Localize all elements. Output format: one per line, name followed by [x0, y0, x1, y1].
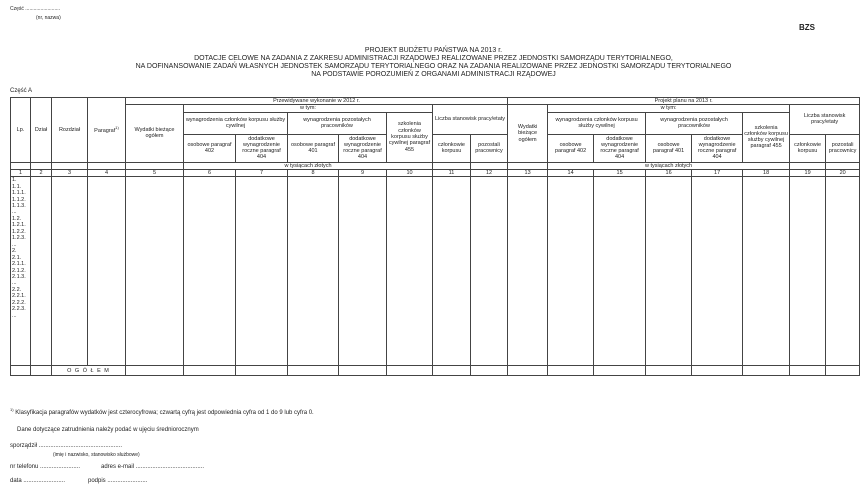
row-label: 2.2.1. [12, 293, 26, 300]
column-number: 18 [743, 169, 790, 176]
row-label: 2.2.2. [12, 299, 26, 306]
signature-field: podpis ........................ [88, 478, 148, 484]
row-label: 1.2. [12, 215, 22, 222]
column-numbers-row [11, 169, 860, 176]
pozostali-2013: pozostali pracownicy [826, 134, 860, 162]
row-label: 1.1.1. [12, 190, 26, 197]
osobowe-401-2012: osobowe paragraf 401 [288, 134, 339, 162]
dodatkowe-404-2012: dodatkowe wynagrodzenie roczne paragraf 404 [236, 134, 288, 162]
col-dzial-header: Dział [31, 98, 52, 163]
w-tym-2012: w tym: [184, 105, 433, 112]
column-number: 5 [126, 169, 184, 176]
budget-table [10, 97, 860, 376]
phone-field: nr telefonu ........................ [10, 464, 81, 470]
row-label: 2.1. [12, 254, 22, 261]
row-label: 2.2.3. [12, 306, 26, 313]
section-label: Część A [10, 88, 33, 94]
column-number: 1 [11, 169, 31, 176]
document-title [0, 47, 867, 79]
row-label: 2.1.2. [12, 267, 26, 274]
column-number: 9 [339, 169, 387, 176]
column-number: 13 [508, 169, 548, 176]
wydatki-2013: Wydatki bieżące ogółem [508, 105, 548, 162]
row-label: 2.1.3. [12, 273, 26, 280]
row-label: 1.2.3. [12, 235, 26, 242]
total-label: O G Ó Ł E M [52, 366, 126, 376]
part-field-caption: (nr, nazwa) [36, 15, 61, 21]
prepared-by-caption: (imię i nazwisko, stanowisko służbowe) [53, 452, 140, 458]
row-label: ... [12, 280, 17, 287]
dodatkowe-404-2013: dodatkowe wynagrodzenie roczne paragraf 404 [594, 134, 646, 162]
group-2012-header: Przewidywane wykonanie w 2012 r. [126, 98, 508, 105]
column-number: 2 [31, 169, 52, 176]
szkolenia-2012: szkolenia członków korpusu służby cywilnej paragraf 455 [387, 112, 433, 162]
liczba-stanowisk-2012: Liczba stanowisk pracy/etaty [433, 105, 508, 134]
wyn-czlonkow-2012: wynagrodzenia członków korpusu służby cywilnej [184, 112, 288, 134]
date-field: data ......................... [10, 478, 66, 484]
row-label: 1.1.3. [12, 203, 26, 209]
column-number: 14 [548, 169, 594, 176]
pozostali-2012: pozostali pracownicy [471, 134, 508, 162]
col-lp-header: Lp. [11, 98, 31, 163]
column-number: 12 [471, 169, 508, 176]
row-label: ... [12, 241, 17, 248]
column-number: 7 [236, 169, 288, 176]
czlonkowie-2012: członkowie korpusu [433, 134, 471, 162]
osobowe-401-2013: osobowe paragraf 401 [646, 134, 692, 162]
part-field: Część ......................... [10, 6, 61, 12]
row-label: 1.2.2. [12, 228, 26, 235]
column-number: 16 [646, 169, 692, 176]
col-rozdzial-header: Rozdział [52, 98, 88, 163]
row-label: 2. [12, 248, 17, 255]
form-code: BZS [799, 23, 815, 32]
dodatkowe-404b-2012: dodatkowe wynagrodzenie roczne paragraf 404 [339, 134, 387, 162]
wyn-pozostalych-2013: wynagrodzenia pozostałych pracowników [646, 112, 743, 134]
row-label: 1. [12, 177, 17, 184]
column-number: 20 [826, 169, 860, 176]
title-line-2: DOTACJE CELOWE NA ZADANIA Z ZAKRESU ADMINISTRACJI RZĄDOWEJ REALIZOWANE PRZEZ JEDNOSTKI SAMORZĄDU TERYTORIALNEGO, [194, 55, 673, 62]
column-number: 19 [790, 169, 826, 176]
row-label: 2.1.1. [12, 261, 26, 268]
row-label: ... [12, 209, 17, 216]
column-number: 17 [692, 169, 743, 176]
liczba-stanowisk-2013: Liczba stanowisk pracy/etaty [790, 105, 860, 134]
column-number: 11 [433, 169, 471, 176]
title-line-3: NA DOFINANSOWANIE ZADAŃ WŁASNYCH JEDNOSTEK SAMORZĄDU TERYTORIALNEGO ORAZ NA ZADANIA REALIZOWANE PRZEZ JEDNOSTKI SAMORZĄDU TERYTORIALNEGO [135, 63, 732, 70]
group-2013-header: Projekt planu na 2013 r. [508, 98, 860, 105]
column-number: 3 [52, 169, 88, 176]
column-number: 10 [387, 169, 433, 176]
title-line-1: PROJEKT BUDŻETU PAŃSTWA NA 2013 r. [364, 47, 503, 54]
col-paragraf-header: Paragraf$^{1)}$ [88, 98, 126, 163]
prepared-by-field: sporządził .................................................. [10, 443, 123, 449]
row-labels [11, 177, 31, 366]
title-line-4: NA PODSTAWIE POROZUMIEŃ Z ORGANAMI ADMINISTRACJI RZĄDOWEJ [311, 71, 556, 78]
column-number: 8 [288, 169, 339, 176]
data-body-row [11, 177, 860, 366]
footnote: $^{1)}$ Klasyfikacja paragrafów wydatków jest czterocyfrowa; czwartą cyfrą jest odpowiednia cyfra od 1 do 9 lub cyfra 0. [10, 407, 314, 416]
column-number: 15 [594, 169, 646, 176]
email-field: adres e-mail ......................................... [101, 464, 205, 470]
wydatki-2012: Wydatki bieżące ogółem [126, 105, 184, 162]
osobowe-402-2012: osobowe paragraf 402 [184, 134, 236, 162]
wyn-pozostalych-2012: wynagrodzenia pozostałych pracowników [288, 112, 387, 134]
row-label: ... [12, 312, 17, 319]
column-number: 6 [184, 169, 236, 176]
czlonkowie-2013: członkowie korpusu [790, 134, 826, 162]
row-label: 1.1. [12, 183, 22, 190]
szkolenia-2013: szkolenia członków korpusu służby cywilnej paragraf 455 [743, 112, 790, 162]
dodatkowe-404b-2013: dodatkowe wynagrodzenie roczne paragraf 404 [692, 134, 743, 162]
employment-note: Dane dotyczące zatrudnienia należy podać w ujęciu średniorocznym [17, 427, 199, 433]
w-tym-2013: w tym: [548, 105, 790, 112]
osobowe-402-2013: osobowe paragraf 402 [548, 134, 594, 162]
row-label: 1.1.2. [12, 196, 26, 203]
unit-2012: w tysiącach złotych [184, 162, 433, 169]
row-label: 1.2.1. [12, 222, 26, 229]
unit-2013: w tysiącach złotych [548, 162, 790, 169]
column-number: 4 [88, 169, 126, 176]
row-label: 2.2. [12, 286, 22, 293]
total-row [11, 366, 860, 376]
wyn-czlonkow-2013: wynagrodzenia członków korpusu służby cywilnej [548, 112, 646, 134]
